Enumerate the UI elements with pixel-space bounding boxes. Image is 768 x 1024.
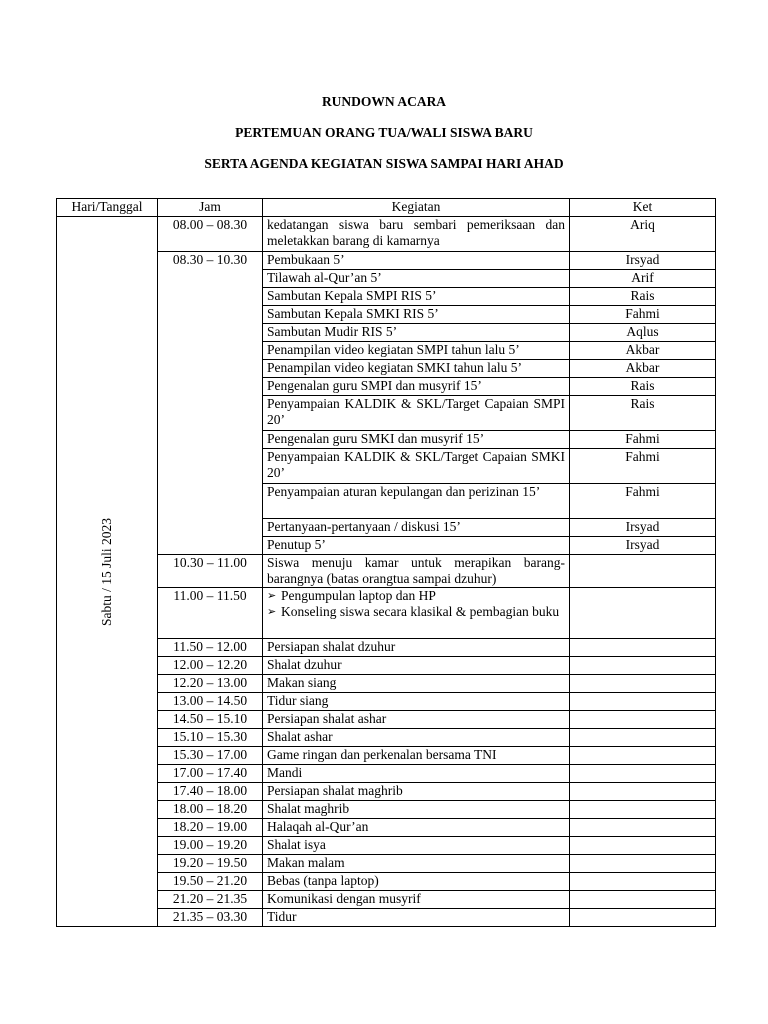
bullet-item: [267, 604, 565, 620]
kegiatan-cell: Penampilan video kegiatan SMKI tahun lalu 5’: [263, 360, 570, 378]
ket-cell: Akbar: [570, 360, 716, 378]
ket-cell: Fahmi: [570, 449, 716, 484]
kegiatan-cell: Shalat maghrib: [263, 801, 570, 819]
ket-cell: [570, 639, 716, 657]
header-jam: Jam: [158, 199, 263, 217]
kegiatan-cell: Penyampaian aturan kepulangan dan perizinan 15’: [263, 484, 570, 519]
kegiatan-cell: Game ringan dan perkenalan bersama TNI: [263, 747, 570, 765]
jam-cell: 17.00 – 17.40: [158, 765, 263, 783]
ket-cell: Irsyad: [570, 537, 716, 555]
title-rundown: RUNDOWN ACARA: [321, 94, 447, 109]
bullet-text: Konseling siswa secara klasikal & pembagian buku: [281, 604, 560, 619]
ket-cell: Arif: [570, 270, 716, 288]
kegiatan-cell: Pembukaan 5’: [263, 252, 570, 270]
kegiatan-cell: Tidur siang: [263, 693, 570, 711]
ket-cell: [570, 693, 716, 711]
jam-cell: 19.50 – 21.20: [158, 873, 263, 891]
rundown-table: [56, 198, 716, 927]
ket-cell: Ariq: [570, 217, 716, 252]
kegiatan-cell: Penyampaian KALDIK & SKL/Target Capaian SMKI 20’: [263, 449, 570, 484]
ket-cell: [570, 783, 716, 801]
kegiatan-cell: Persiapan shalat dzuhur: [263, 639, 570, 657]
jam-cell: 12.00 – 12.20: [158, 657, 263, 675]
header-hari: Hari/Tanggal: [57, 199, 158, 217]
jam-cell: 19.20 – 19.50: [158, 855, 263, 873]
ket-cell: Rais: [570, 288, 716, 306]
kegiatan-cell: Persiapan shalat ashar: [263, 711, 570, 729]
ket-cell: [570, 837, 716, 855]
kegiatan-cell: Persiapan shalat maghrib: [263, 783, 570, 801]
kegiatan-cell: Penutup 5’: [263, 537, 570, 555]
bullet-text: Pengumpulan laptop dan HP: [281, 588, 436, 603]
document-titles: [0, 86, 768, 179]
jam-cell: 19.00 – 19.20: [158, 837, 263, 855]
kegiatan-cell: Halaqah al-Qur’an: [263, 819, 570, 837]
title-agenda: SERTA AGENDA KEGIATAN SISWA SAMPAI HARI AHAD: [204, 156, 564, 171]
kegiatan-cell: Pengenalan guru SMPI dan musyrif 15’: [263, 378, 570, 396]
kegiatan-cell: Tilawah al-Qur’an 5’: [263, 270, 570, 288]
ket-cell: [570, 873, 716, 891]
table-header-row: [57, 199, 716, 217]
kegiatan-cell: Makan malam: [263, 855, 570, 873]
jam-cell: 15.10 – 15.30: [158, 729, 263, 747]
header-ket: Ket: [570, 199, 716, 217]
ket-cell: [570, 819, 716, 837]
jam-cell: 18.00 – 18.20: [158, 801, 263, 819]
jam-cell: 21.35 – 03.30: [158, 909, 263, 927]
ket-cell: Fahmi: [570, 484, 716, 519]
ket-cell: [570, 588, 716, 639]
ket-cell: [570, 675, 716, 693]
kegiatan-cell: Komunikasi dengan musyrif: [263, 891, 570, 909]
jam-cell: 10.30 – 11.00: [158, 555, 263, 588]
ket-cell: [570, 801, 716, 819]
ket-cell: Irsyad: [570, 252, 716, 270]
kegiatan-cell: Sambutan Kepala SMKI RIS 5’: [263, 306, 570, 324]
ket-cell: [570, 657, 716, 675]
jam-cell: 17.40 – 18.00: [158, 783, 263, 801]
kegiatan-cell: Bebas (tanpa laptop): [263, 873, 570, 891]
kegiatan-cell: Shalat isya: [263, 837, 570, 855]
kegiatan-cell: Makan siang: [263, 675, 570, 693]
ket-cell: Rais: [570, 396, 716, 431]
kegiatan-cell: Sambutan Kepala SMPI RIS 5’: [263, 288, 570, 306]
table-row: [57, 217, 716, 252]
kegiatan-cell: Sambutan Mudir RIS 5’: [263, 324, 570, 342]
jam-cell: 11.50 – 12.00: [158, 639, 263, 657]
arrow-right-icon: ➢: [267, 606, 277, 618]
jam-cell: 14.50 – 15.10: [158, 711, 263, 729]
jam-cell: 15.30 – 17.00: [158, 747, 263, 765]
kegiatan-cell: Shalat dzuhur: [263, 657, 570, 675]
jam-cell: 08.00 – 08.30: [158, 217, 263, 252]
kegiatan-cell: Pertanyaan-pertanyaan / diskusi 15’: [263, 519, 570, 537]
title-pertemuan: PERTEMUAN ORANG TUA/WALI SISWA BARU: [235, 125, 533, 140]
ket-cell: [570, 909, 716, 927]
kegiatan-cell: Shalat ashar: [263, 729, 570, 747]
jam-cell: 21.20 – 21.35: [158, 891, 263, 909]
ket-cell: Rais: [570, 378, 716, 396]
hari-tanggal-cell: [57, 217, 158, 927]
kegiatan-cell: Penampilan video kegiatan SMPI tahun lalu 5’: [263, 342, 570, 360]
jam-cell: 18.20 – 19.00: [158, 819, 263, 837]
kegiatan-cell: Pengenalan guru SMKI dan musyrif 15’: [263, 431, 570, 449]
ket-cell: Akbar: [570, 342, 716, 360]
ket-cell: Irsyad: [570, 519, 716, 537]
ket-cell: Aqlus: [570, 324, 716, 342]
kegiatan-cell: Siswa menuju kamar untuk merapikan barang-barangnya (batas orangtua sampai dzuhur): [263, 555, 570, 588]
hari-tanggal-text: Sabtu / 15 Juli 2023: [99, 517, 114, 626]
ket-cell: [570, 555, 716, 588]
kegiatan-cell: Tidur: [263, 909, 570, 927]
kegiatan-cell: Penyampaian KALDIK & SKL/Target Capaian SMPI 20’: [263, 396, 570, 431]
jam-cell: 08.30 – 10.30: [158, 252, 263, 555]
ket-cell: Fahmi: [570, 431, 716, 449]
ket-cell: [570, 891, 716, 909]
ket-cell: Fahmi: [570, 306, 716, 324]
kegiatan-cell: kedatangan siswa baru sembari pemeriksaan dan meletakkan barang di kamarnya: [263, 217, 570, 252]
arrow-right-icon: ➢: [267, 590, 277, 602]
ket-cell: [570, 729, 716, 747]
ket-cell: [570, 765, 716, 783]
ket-cell: [570, 747, 716, 765]
ket-cell: [570, 711, 716, 729]
kegiatan-cell: [263, 588, 570, 639]
ket-cell: [570, 855, 716, 873]
header-kegiatan: Kegiatan: [263, 199, 570, 217]
jam-cell: 12.20 – 13.00: [158, 675, 263, 693]
kegiatan-cell: Mandi: [263, 765, 570, 783]
jam-cell: 13.00 – 14.50: [158, 693, 263, 711]
jam-cell: 11.00 – 11.50: [158, 588, 263, 639]
bullet-item: [267, 588, 565, 604]
